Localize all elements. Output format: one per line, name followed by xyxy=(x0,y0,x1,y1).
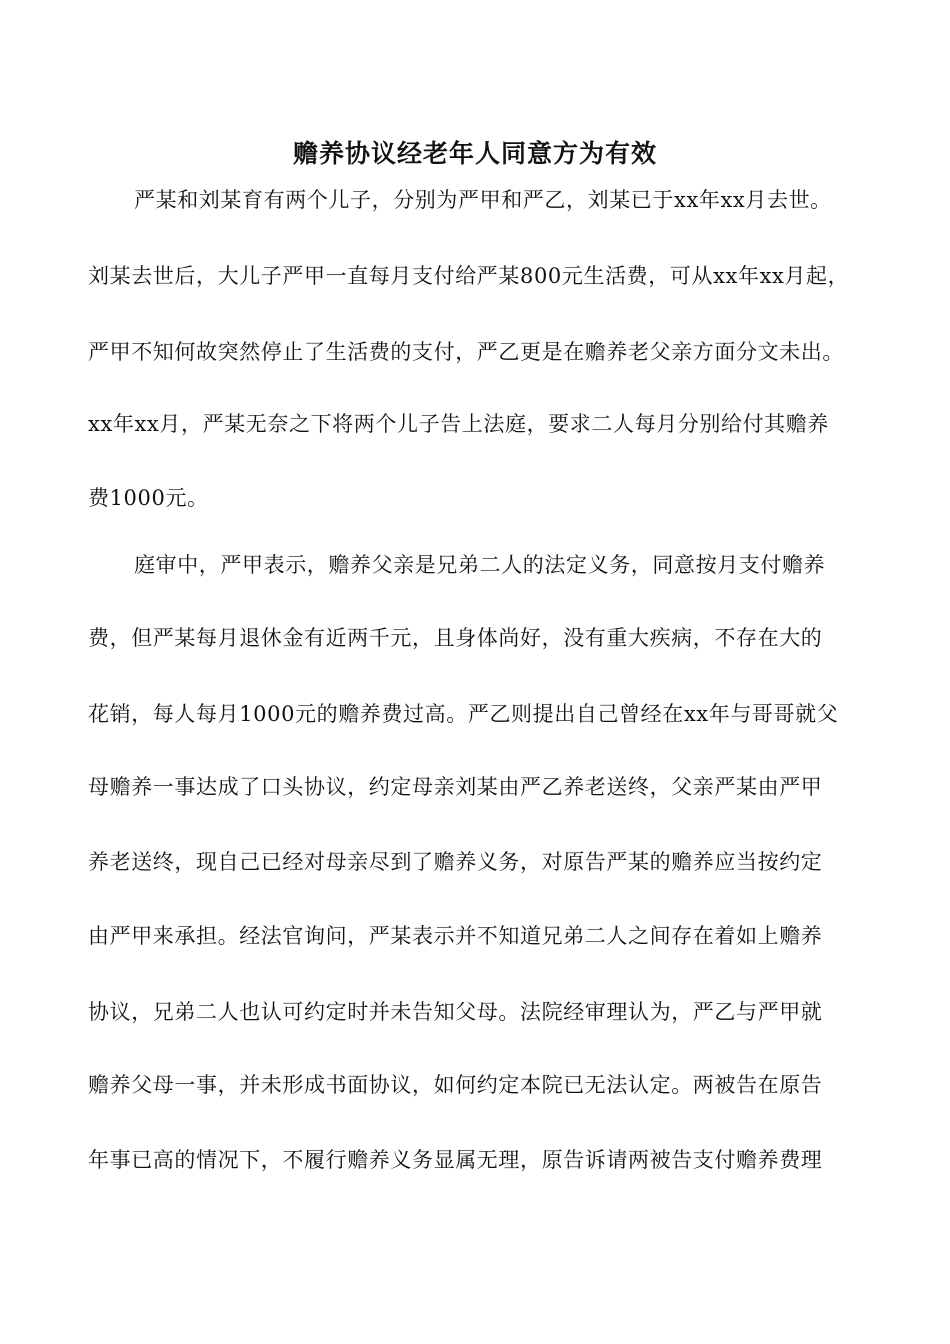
paragraph-2-line-5: 养老送终，现自己已经对母亲尽到了赡养义务，对原告严某的赡养应当按约定 xyxy=(88,850,823,874)
paragraph-1-line-4: xx年xx月，严某无奈之下将两个儿子告上法庭，要求二人每月分别给付其赡养 xyxy=(88,412,829,436)
paragraph-2-line-4: 母赡养一事达成了口头协议，约定母亲刘某由严乙养老送终，父亲严某由严甲 xyxy=(88,775,823,799)
paragraph-2-line-1: 庭审中，严甲表示，赡养父亲是兄弟二人的法定义务，同意按月支付赡养 xyxy=(134,553,826,577)
paragraph-1-line-3: 严甲不知何故突然停止了生活费的支付，严乙更是在赡养老父亲方面分文未出。 xyxy=(88,340,844,364)
paragraph-1-line-1: 严某和刘某育有两个儿子，分别为严甲和严乙，刘某已于xx年xx月去世。 xyxy=(134,188,832,212)
paragraph-1-line-2: 刘某去世后，大儿子严甲一直每月支付给严某800元生活费，可从xx年xx月起， xyxy=(88,264,850,288)
document-title: 赡养协议经老年人同意方为有效 xyxy=(292,139,657,168)
paragraph-2-line-7: 协议，兄弟二人也认可约定时并未告知父母。法院经审理认为，严乙与严甲就 xyxy=(88,1000,823,1024)
paragraph-2-line-8: 赡养父母一事，并未形成书面协议，如何约定本院已无法认定。两被告在原告 xyxy=(88,1073,823,1097)
paragraph-2-line-3: 花销，每人每月1000元的赡养费过高。严乙则提出自己曾经在xx年与哥哥就父 xyxy=(88,702,839,726)
paragraph-2-line-6: 由严甲来承担。经法官询问，严某表示并不知道兄弟二人之间存在着如上赡养 xyxy=(88,924,823,948)
paragraph-1-line-5: 费1000元。 xyxy=(88,486,209,510)
paragraph-2-line-9: 年事已高的情况下，不履行赡养义务显属无理，原告诉请两被告支付赡养费理 xyxy=(88,1148,823,1172)
paragraph-2-line-2: 费，但严某每月退休金有近两千元，且身体尚好，没有重大疾病，不存在大的 xyxy=(88,626,823,650)
